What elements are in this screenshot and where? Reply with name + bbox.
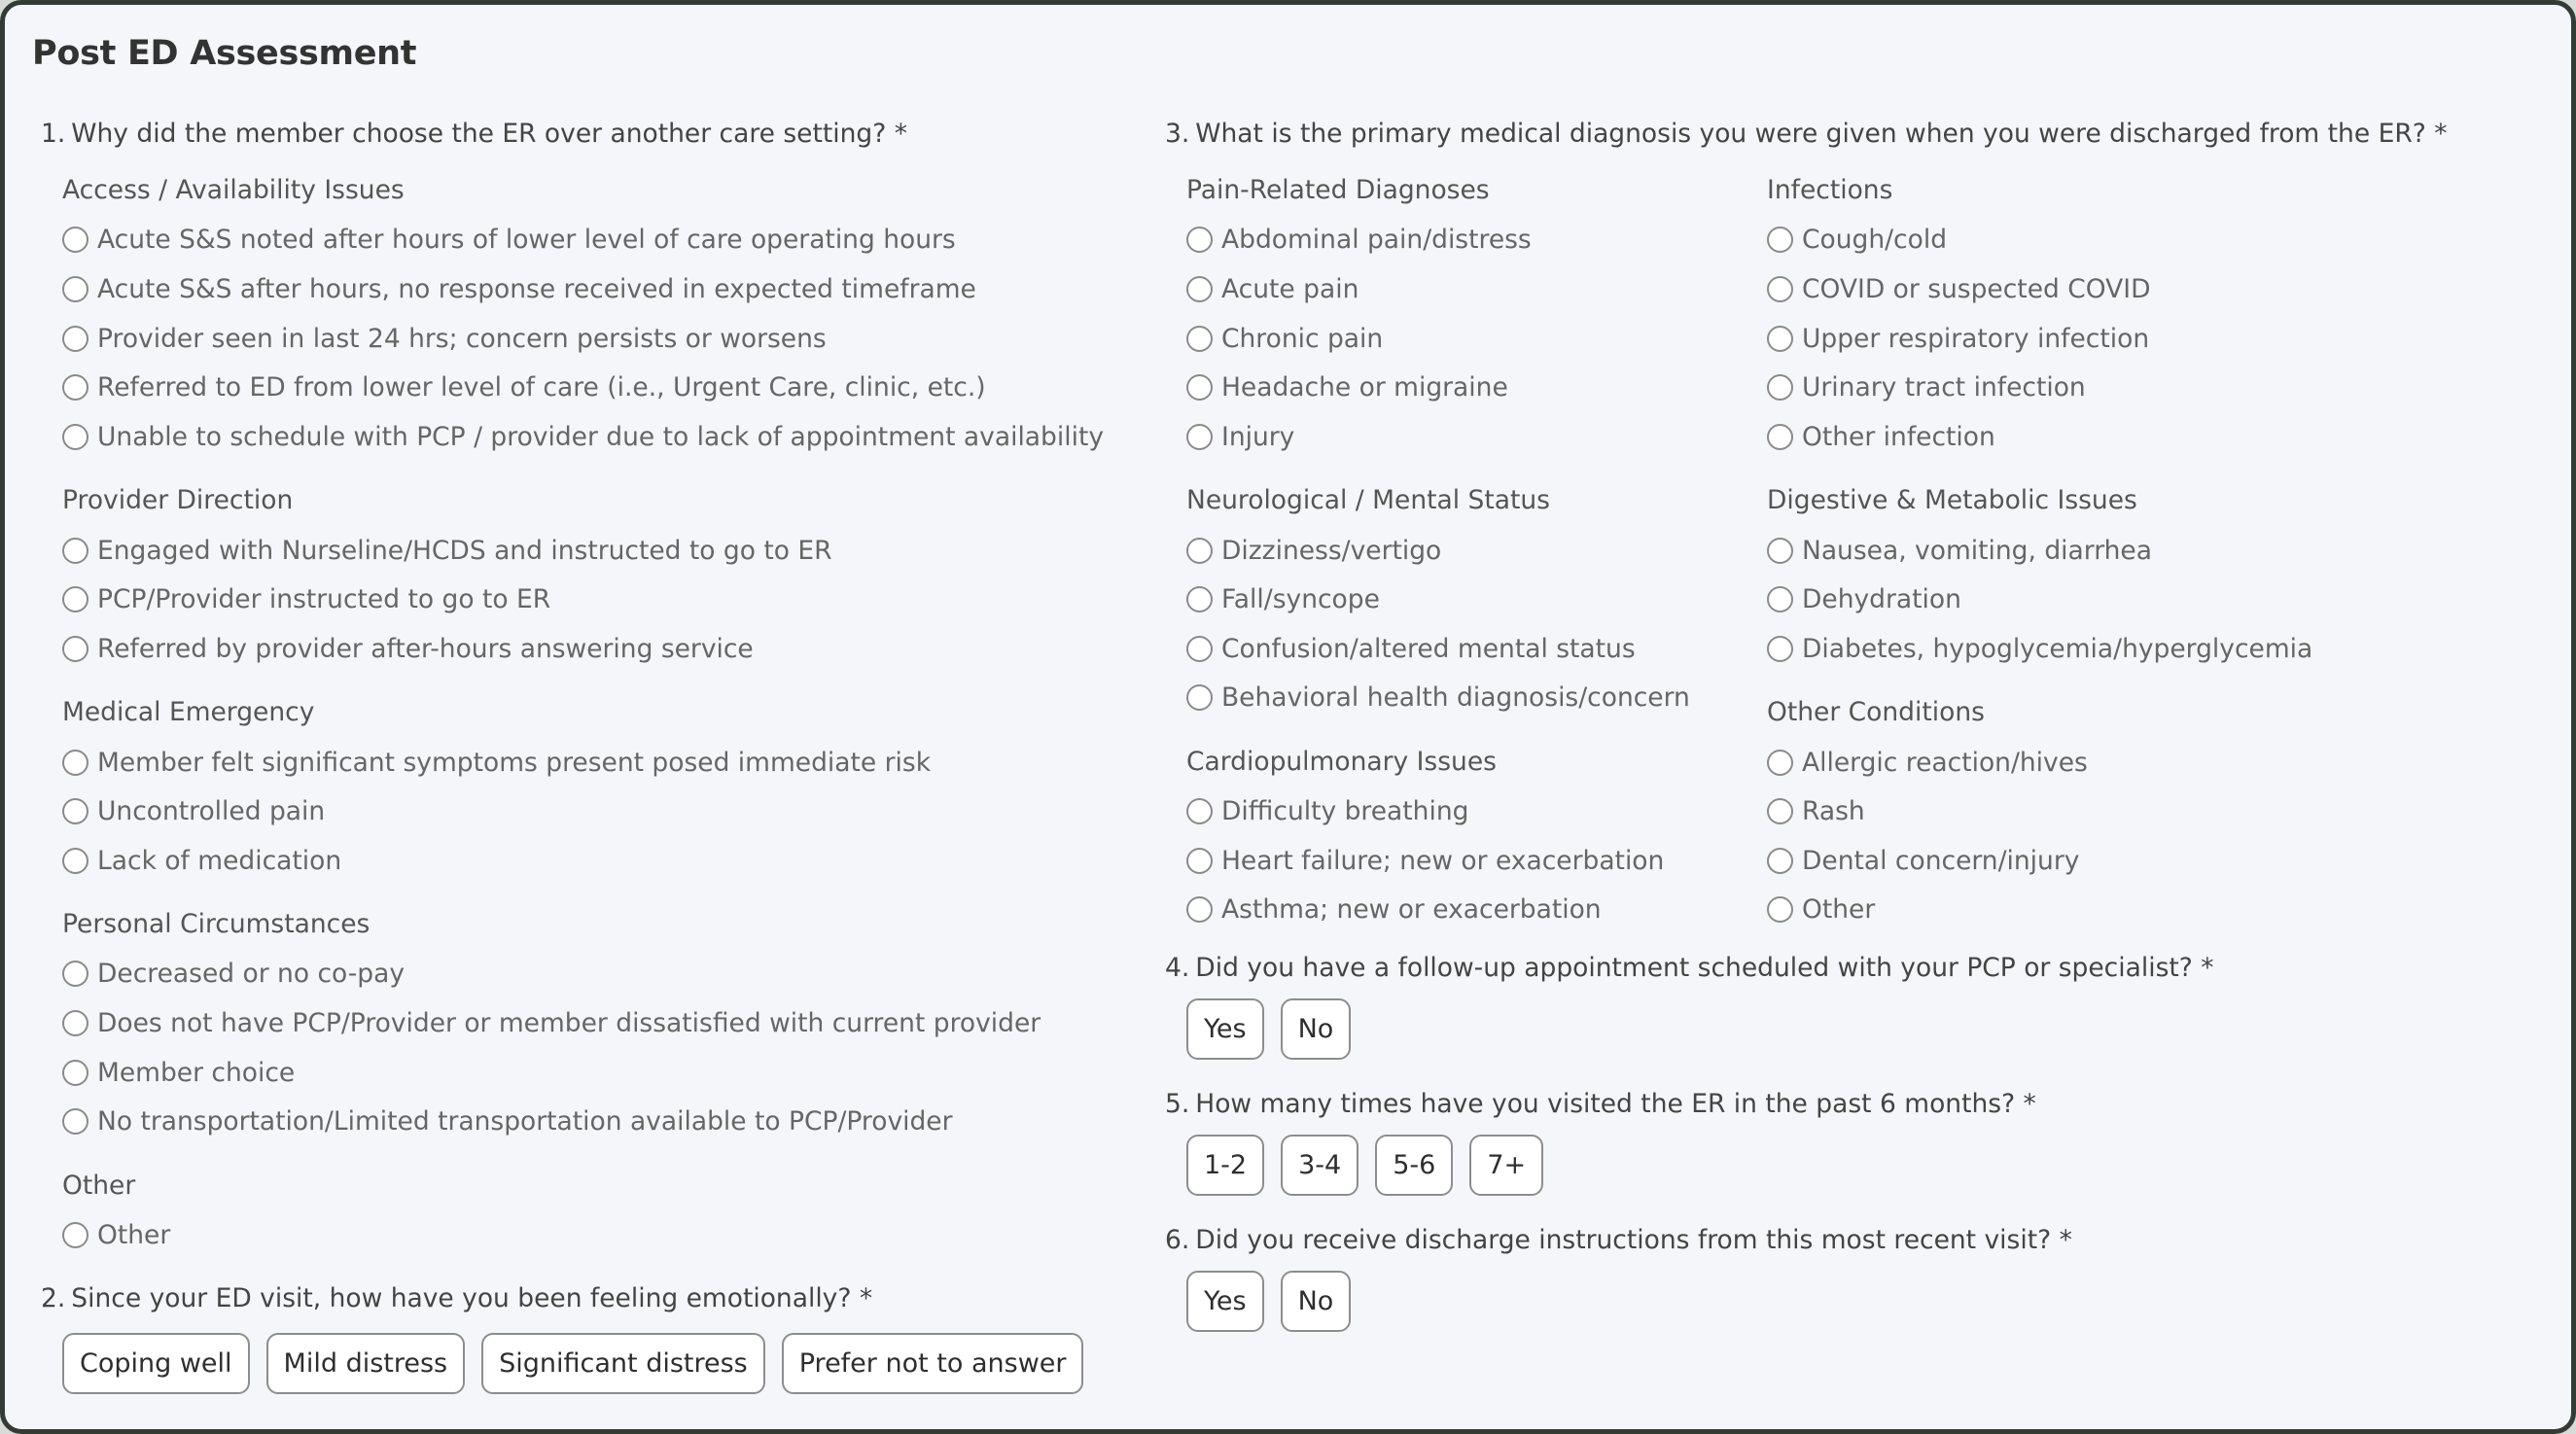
question-3	[1165, 110, 2565, 158]
option-label: Upper respiratory infection	[1802, 323, 2150, 354]
radio-circle-icon[interactable]	[62, 276, 88, 302]
radio-option-upper-respiratory-infection[interactable]	[1767, 314, 2347, 364]
radio-circle-icon[interactable]	[62, 1108, 88, 1135]
radio-option-covid-or-suspected-covid[interactable]	[1767, 264, 2347, 314]
option-label: Referred to ED from lower level of care (i.e., Urgent Care, clinic, etc.)	[97, 372, 986, 403]
radio-circle-icon[interactable]	[1186, 848, 1213, 874]
radio-circle-icon[interactable]	[1186, 636, 1213, 662]
question-2	[41, 1275, 1130, 1323]
q2-prefer-not-to-answer-button[interactable]: Prefer not to answer	[782, 1333, 1084, 1394]
question-text: Did you have a follow-up appointment scheduled with your PCP or specialist? *	[1195, 952, 2214, 983]
question-6	[1165, 1216, 2565, 1265]
question-number: 6.	[1165, 1224, 1190, 1255]
radio-circle-icon[interactable]	[62, 798, 88, 824]
radio-option-provider-seen-in-last-24-hrs-concern-persists-or-worsens[interactable]	[62, 314, 1130, 364]
group-heading: Infections	[1767, 175, 1893, 205]
option-label: PCP/Provider instructed to go to ER	[97, 584, 551, 615]
q3-subcolumn-1	[1186, 166, 1767, 950]
radio-circle-icon[interactable]	[62, 636, 88, 662]
question-text: Why did the member choose the ER over another care setting? *	[71, 119, 907, 149]
question-4	[1165, 944, 2565, 993]
option-label: Urinary tract infection	[1802, 372, 2086, 403]
q5-button-group	[1165, 1135, 2565, 1196]
radio-circle-icon[interactable]	[1767, 636, 1793, 662]
radio-option-diabetes-hypoglycemia-hyperglycemia[interactable]	[1767, 624, 2347, 674]
q5-5-6-button[interactable]: 5-6	[1375, 1135, 1453, 1196]
question-text: Since your ED visit, how have you been feeling emotionally? *	[71, 1283, 873, 1314]
radio-option-does-not-have-pcp-provider-or-member-dissatisfied-with-current-provider[interactable]	[62, 998, 1130, 1048]
option-label: Fall/syncope	[1221, 584, 1380, 615]
radio-circle-icon[interactable]	[1186, 538, 1213, 564]
radio-circle-icon[interactable]	[1767, 750, 1793, 776]
question-5	[1165, 1080, 2565, 1129]
q5-7-button[interactable]: 7+	[1469, 1135, 1543, 1196]
radio-option-cough-cold[interactable]	[1767, 216, 2347, 265]
radio-circle-icon[interactable]	[1186, 276, 1213, 302]
option-label: Decreased or no co-pay	[97, 959, 406, 990]
option-label: Acute S&S noted after hours of lower level of care operating hours	[97, 225, 956, 256]
q6-yes-button[interactable]: Yes	[1186, 1271, 1264, 1332]
radio-circle-icon[interactable]	[1767, 586, 1793, 612]
radio-circle-icon[interactable]	[62, 750, 88, 776]
group-heading: Other Conditions	[1767, 697, 1985, 728]
radio-option-fall-syncope[interactable]	[1186, 575, 1767, 624]
radio-circle-icon[interactable]	[62, 848, 88, 874]
option-label: Injury	[1221, 421, 1295, 452]
option-label: Member felt significant symptoms present posed immediate risk	[97, 747, 932, 778]
q5-1-2-button[interactable]: 1-2	[1186, 1135, 1264, 1196]
option-label: Other infection	[1802, 421, 1995, 452]
option-group-provider-direction	[62, 476, 1130, 673]
radio-circle-icon[interactable]	[62, 586, 88, 612]
radio-circle-icon[interactable]	[1767, 276, 1793, 302]
radio-option-pcp-provider-instructed-to-go-to-er[interactable]	[62, 575, 1130, 624]
option-label: Heart failure; new or exacerbation	[1221, 845, 1665, 876]
left-column	[41, 110, 1130, 1394]
radio-circle-icon[interactable]	[1767, 848, 1793, 874]
option-label: Provider seen in last 24 hrs; concern persists or worsens	[97, 323, 827, 354]
q5-3-4-button[interactable]: 3-4	[1281, 1135, 1359, 1196]
radio-option-confusion-altered-mental-status[interactable]	[1186, 624, 1767, 674]
radio-option-heart-failure-new-or-exacerbation[interactable]	[1186, 836, 1767, 886]
option-label: Confusion/altered mental status	[1221, 633, 1636, 664]
question-number: 3.	[1165, 119, 1190, 149]
group-heading: Medical Emergency	[62, 697, 315, 728]
radio-option-dizziness-vertigo[interactable]	[1186, 526, 1767, 576]
radio-circle-icon[interactable]	[1767, 538, 1793, 564]
option-label: Acute pain	[1221, 273, 1359, 304]
radio-circle-icon[interactable]	[1186, 227, 1213, 253]
option-label: Cough/cold	[1802, 225, 1948, 256]
radio-circle-icon[interactable]	[1186, 586, 1213, 612]
option-label: Acute S&S after hours, no response received in expected timeframe	[97, 273, 976, 304]
option-label: Nausea, vomiting, diarrhea	[1802, 535, 2152, 566]
option-group-neurological-mental-status	[1186, 476, 1767, 722]
option-label: COVID or suspected COVID	[1802, 273, 2151, 304]
radio-option-no-transportation-limited-transportation-available-to-pcp-provider[interactable]	[62, 1097, 1130, 1146]
radio-circle-icon[interactable]	[1186, 798, 1213, 824]
group-heading: Cardiopulmonary Issues	[1186, 746, 1497, 777]
radio-circle-icon[interactable]	[62, 1060, 88, 1086]
group-heading: Digestive & Metabolic Issues	[1767, 485, 2137, 516]
radio-option-acute-pain[interactable]	[1186, 264, 1767, 314]
page-title: Post ED Assessment	[32, 34, 417, 73]
radio-option-decreased-or-no-co-pay[interactable]	[62, 950, 1130, 999]
option-group-digestive-metabolic-issues	[1767, 476, 2347, 673]
question-number: 4.	[1165, 952, 1190, 983]
option-label: Headache or migraine	[1221, 372, 1508, 403]
radio-circle-icon[interactable]	[62, 424, 88, 450]
radio-circle-icon[interactable]	[1186, 896, 1213, 923]
q3-subcolumn-2	[1767, 166, 2347, 950]
option-label: Difficulty breathing	[1221, 796, 1469, 827]
radio-circle-icon[interactable]	[1767, 896, 1793, 923]
radio-option-other-infection[interactable]	[1767, 412, 2347, 462]
radio-option-injury[interactable]	[1186, 412, 1767, 462]
radio-circle-icon[interactable]	[1767, 798, 1793, 824]
q4-button-group	[1165, 998, 2565, 1060]
option-label: Engaged with Nurseline/HCDS and instructed to go to ER	[97, 535, 832, 566]
option-label: Other	[1802, 894, 1876, 926]
radio-option-asthma-new-or-exacerbation[interactable]	[1186, 886, 1767, 935]
radio-option-chronic-pain[interactable]	[1186, 314, 1767, 364]
group-heading: Pain-Related Diagnoses	[1186, 175, 1490, 205]
option-label: Uncontrolled pain	[97, 796, 326, 827]
option-label: Member choice	[97, 1057, 296, 1088]
group-heading: Personal Circumstances	[62, 909, 371, 940]
radio-option-allergic-reaction-hives[interactable]	[1767, 738, 2347, 787]
option-label: Diabetes, hypoglycemia/hyperglycemia	[1802, 633, 2313, 664]
radio-option-uncontrolled-pain[interactable]	[62, 787, 1130, 836]
radio-circle-icon[interactable]	[1767, 424, 1793, 450]
option-label: No transportation/Limited transportation available to PCP/Provider	[97, 1106, 953, 1137]
radio-option-referred-by-provider-after-hours-answering-service[interactable]	[62, 624, 1130, 674]
question-text: What is the primary medical diagnosis you were given when you were discharged from the ER? *	[1195, 119, 2448, 149]
option-group-personal-circumstances	[62, 900, 1130, 1146]
question-text: How many times have you visited the ER in the past 6 months? *	[1195, 1088, 2036, 1119]
option-label: Behavioral health diagnosis/concern	[1221, 682, 1690, 714]
radio-circle-icon[interactable]	[62, 326, 88, 352]
radio-circle-icon[interactable]	[62, 227, 88, 253]
q2-significant-distress-button[interactable]: Significant distress	[481, 1333, 765, 1394]
radio-option-acute-s-s-noted-after-hours-of-lower-level-of-care-operating-hours[interactable]	[62, 216, 1130, 265]
question-1	[41, 110, 1130, 158]
radio-option-unable-to-schedule-with-pcp-provider-due-to-lack-of-appointment-availability[interactable]	[62, 412, 1130, 462]
q2-coping-well-button[interactable]: Coping well	[62, 1333, 250, 1394]
radio-option-engaged-with-nurseline-hcds-and-instructed-to-go-to-er[interactable]	[62, 526, 1130, 576]
radio-option-other[interactable]	[62, 1210, 1130, 1260]
radio-option-acute-s-s-after-hours-no-response-received-in-expected-timeframe[interactable]	[62, 264, 1130, 314]
group-heading: Other	[62, 1170, 136, 1201]
radio-circle-icon[interactable]	[1186, 684, 1213, 711]
radio-circle-icon[interactable]	[1767, 374, 1793, 401]
group-heading: Neurological / Mental Status	[1186, 485, 1550, 516]
option-group-other-conditions	[1767, 688, 2347, 934]
option-label: Lack of medication	[97, 845, 342, 876]
option-label: Dehydration	[1802, 584, 1961, 615]
question-number: 2.	[41, 1283, 66, 1314]
radio-option-rash[interactable]	[1767, 787, 2347, 836]
group-heading: Provider Direction	[62, 485, 294, 516]
option-label: Chronic pain	[1221, 323, 1384, 354]
option-group-pain-related-diagnoses	[1186, 166, 1767, 462]
q6-no-button[interactable]: No	[1281, 1271, 1352, 1332]
radio-option-other[interactable]	[1767, 886, 2347, 935]
q2-mild-distress-button[interactable]: Mild distress	[266, 1333, 466, 1394]
option-group-access-availability-issues	[62, 166, 1130, 462]
q4-no-button[interactable]: No	[1281, 998, 1352, 1060]
radio-circle-icon[interactable]	[1186, 374, 1213, 401]
option-label: Rash	[1802, 796, 1865, 827]
radio-option-nausea-vomiting-diarrhea[interactable]	[1767, 526, 2347, 576]
q4-yes-button[interactable]: Yes	[1186, 998, 1264, 1060]
radio-option-headache-or-migraine[interactable]	[1186, 363, 1767, 412]
radio-circle-icon[interactable]	[1767, 227, 1793, 253]
radio-circle-icon[interactable]	[62, 961, 88, 987]
option-label: Abdominal pain/distress	[1221, 225, 1532, 256]
option-label: Dizziness/vertigo	[1221, 535, 1442, 566]
option-label: Dental concern/injury	[1802, 845, 2080, 876]
option-group-medical-emergency	[62, 688, 1130, 885]
radio-circle-icon[interactable]	[1767, 326, 1793, 352]
radio-circle-icon[interactable]	[62, 538, 88, 564]
radio-option-member-choice[interactable]	[62, 1048, 1130, 1098]
option-label: Unable to schedule with PCP / provider due to lack of appointment availability	[97, 421, 1105, 452]
radio-circle-icon[interactable]	[1186, 424, 1213, 450]
radio-option-urinary-tract-infection[interactable]	[1767, 363, 2347, 412]
group-heading: Access / Availability Issues	[62, 175, 405, 205]
option-group-cardiopulmonary-issues	[1186, 738, 1767, 934]
option-label: Referred by provider after-hours answering service	[97, 633, 754, 664]
radio-circle-icon[interactable]	[62, 374, 88, 401]
question-text: Did you receive discharge instructions from this most recent visit? *	[1195, 1224, 2072, 1255]
radio-circle-icon[interactable]	[1186, 326, 1213, 352]
option-group-infections	[1767, 166, 2347, 462]
option-label: Other	[97, 1220, 171, 1251]
radio-option-abdominal-pain-distress[interactable]	[1186, 216, 1767, 265]
radio-option-behavioral-health-diagnosis-concern[interactable]	[1186, 674, 1767, 723]
radio-option-dehydration[interactable]	[1767, 575, 2347, 624]
q1-options	[41, 166, 1130, 1260]
option-label: Allergic reaction/hives	[1802, 747, 2088, 778]
question-number: 5.	[1165, 1088, 1190, 1119]
q2-button-group	[41, 1333, 1130, 1394]
radio-circle-icon[interactable]	[62, 1222, 88, 1248]
option-group-other	[62, 1162, 1130, 1260]
option-label: Asthma; new or exacerbation	[1221, 894, 1602, 926]
radio-circle-icon[interactable]	[62, 1010, 88, 1036]
question-number: 1.	[41, 119, 66, 149]
radio-option-member-felt-significant-symptoms-present-posed-immediate-risk[interactable]	[62, 738, 1130, 787]
radio-option-difficulty-breathing[interactable]	[1186, 787, 1767, 836]
radio-option-lack-of-medication[interactable]	[62, 836, 1130, 886]
right-column	[1165, 110, 2565, 1332]
radio-option-referred-to-ed-from-lower-level-of-care-i-e-urgent-care-clinic-etc[interactable]	[62, 363, 1130, 412]
q3-options	[1165, 166, 2565, 950]
q6-button-group	[1165, 1271, 2565, 1332]
radio-option-dental-concern-injury[interactable]	[1767, 836, 2347, 886]
option-label: Does not have PCP/Provider or member dissatisfied with current provider	[97, 1008, 1041, 1039]
